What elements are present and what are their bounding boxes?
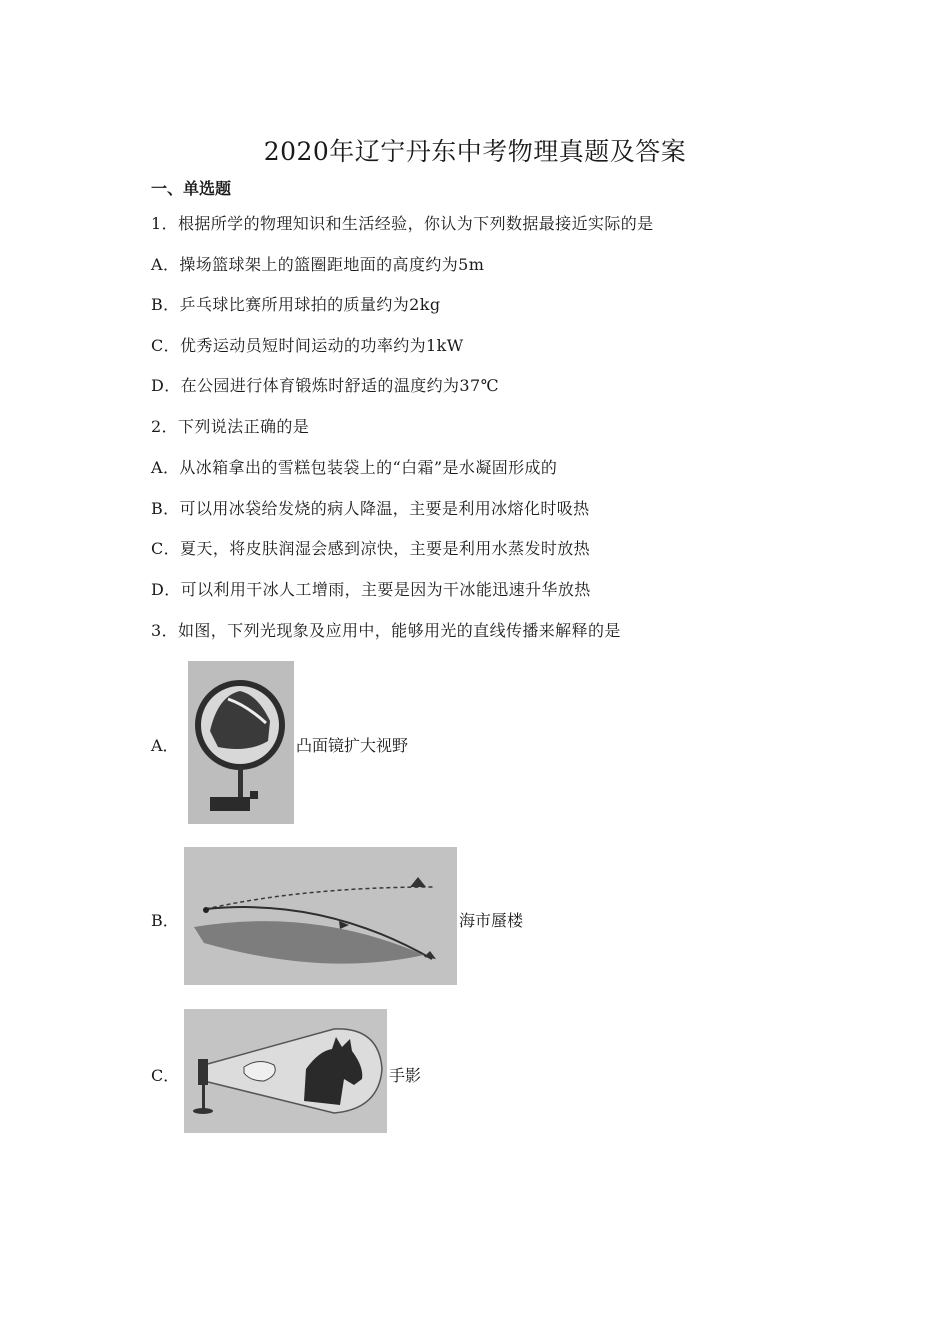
question-3-option-c-caption: 手影: [389, 1066, 422, 1085]
question-1-option-d: D．在公园进行体育锻炼时舒适的温度约为37℃: [151, 376, 499, 395]
question-3-option-a-caption: 凸面镜扩大视野: [296, 736, 409, 755]
question-2-option-b: B．可以用冰袋给发烧的病人降温，主要是利用冰熔化时吸热: [151, 499, 590, 518]
hand-shadow-figure: [184, 1009, 387, 1133]
question-2-option-c: C．夏天，将皮肤润湿会感到凉快，主要是利用水蒸发时放热: [151, 539, 591, 558]
page-title: 2020年辽宁丹东中考物理真题及答案: [263, 137, 687, 166]
question-2-stem: 2．下列说法正确的是: [151, 417, 310, 436]
question-3-option-b-caption: 海市蜃楼: [459, 911, 524, 930]
section-heading: 一、单选题: [151, 179, 232, 198]
convex-mirror-figure: [188, 661, 294, 824]
question-3-option-b-label: B．: [151, 911, 179, 930]
question-1-option-b: B．乒乓球比赛所用球拍的质量约为2kg: [151, 295, 441, 314]
question-2-option-a: A．从冰箱拿出的雪糕包装袋上的“白霜”是水凝固形成的: [151, 458, 558, 477]
question-1-stem: 1．根据所学的物理知识和生活经验，你认为下列数据最接近实际的是: [151, 214, 654, 233]
question-2-option-d: D．可以利用干冰人工增雨，主要是因为干冰能迅速升华放热: [151, 580, 591, 599]
mirage-figure: [184, 847, 457, 985]
question-3-option-c-label: C．: [151, 1066, 180, 1085]
question-1-option-a: A．操场篮球架上的篮圈距地面的高度约为5m: [151, 255, 485, 274]
question-1-option-c: C．优秀运动员短时间运动的功率约为1kW: [151, 336, 464, 355]
question-3-option-a-label: A．: [151, 736, 179, 755]
question-3-stem: 3．如图，下列光现象及应用中，能够用光的直线传播来解释的是: [151, 621, 621, 640]
